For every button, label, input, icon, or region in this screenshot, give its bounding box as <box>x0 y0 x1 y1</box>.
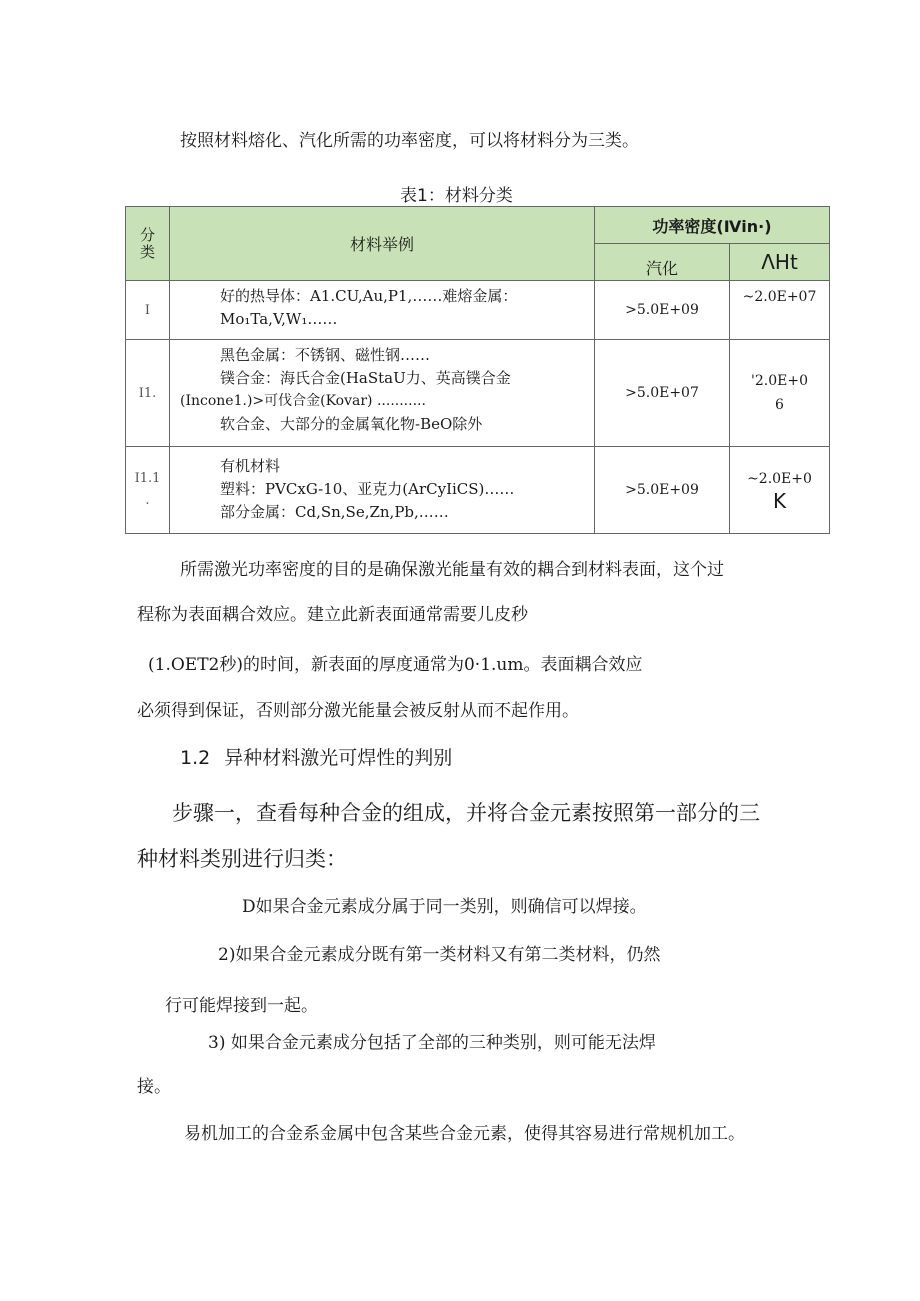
list-item-2-cont: 行可能焊接到一起。 <box>165 996 318 1016</box>
closing-paragraph: 易机加工的合金系金属中包含某些合金元素，使得其容易进行常规机加工。 <box>184 1124 745 1144</box>
row1-line: 好的热导体：A1.CU,Au,P1,……难熔金属： <box>220 287 518 305</box>
step-heading-line: 步骤一，查看每种合金的组成，并将合金元素按照第一部分的三 <box>172 801 760 825</box>
row2-category: I1. <box>125 339 170 447</box>
row2-line: 镤合金：海氏合金(HaStaU力、英高镤合金 <box>220 369 511 387</box>
list-item-3: 3) 如果合金元素成分包括了全部的三种类别，则可能无法焊 <box>208 1033 656 1053</box>
row3-melt-line: ~2.0E+0 <box>747 471 812 487</box>
row3-line: 塑料：PVCxG-10、亚克力(ArCyIiCS)…… <box>220 480 515 498</box>
row2-examples <box>169 339 595 447</box>
row2-melt-line: '2.0E+0 <box>751 373 808 389</box>
paragraph-line: (1.OET2秒)的时间，新表面的厚度通常为0·1.um。表面耦合效应 <box>148 655 643 675</box>
row3-category-line: . <box>145 493 150 508</box>
header-examples: 材料举例 <box>169 206 595 281</box>
section-title: 异种材料激光可焊性的判别 <box>224 747 453 769</box>
list-item-3-cont: 接。 <box>137 1077 171 1097</box>
row2-line: 黑色金属：不锈钢、磁性钢…… <box>220 346 431 364</box>
row2-melt <box>729 339 830 447</box>
row3-line: 部分金属：Cd,Sn,Se,Zn,Pb,…… <box>220 503 449 521</box>
table-caption: 表1：材料分类 <box>400 186 513 206</box>
row1-melt: ~2.0E+07 <box>729 280 830 340</box>
row3-vaporize: >5.0E+09 <box>594 446 730 534</box>
paragraph-line: 所需激光功率密度的目的是确保激光能量有效的耦合到材料表面，这个过 <box>180 560 724 580</box>
section-heading <box>180 743 452 770</box>
section-number: 1.2 <box>180 747 211 769</box>
row1-examples <box>169 280 595 340</box>
row1-line: Mo₁Ta,V,W₁…… <box>220 310 338 328</box>
paragraph-line: 程称为表面耦合效应。建立此新表面通常需要儿皮秒 <box>137 605 528 625</box>
row3-category <box>125 446 170 534</box>
step-heading-line: 种材料类别进行归类： <box>137 847 347 871</box>
paragraph-line: 必须得到保证，否则部分激光能量会被反射从而不起作用。 <box>137 701 579 721</box>
row2-vaporize: >5.0E+07 <box>594 339 730 447</box>
row3-category-line: I1.1 <box>134 471 161 486</box>
row3-melt-line: K <box>772 489 787 513</box>
header-melt: ΛHt <box>729 243 830 281</box>
material-classification-table <box>125 206 830 534</box>
list-item-2: 2)如果合金元素成分既有第一类材料又有第二类材料，仍然 <box>218 945 661 965</box>
row3-line: 有机材料 <box>220 457 281 475</box>
row3-melt <box>729 446 830 534</box>
header-power-density: 功率密度(Ⅳin·) <box>594 206 830 244</box>
header-category: 分类 <box>125 206 170 281</box>
header-vaporize: 汽化 <box>594 243 730 281</box>
row2-line: (Incone1.)>可伐合金(Kovar) ........... <box>180 393 426 409</box>
intro-paragraph: 按照材料熔化、汽化所需的功率密度，可以将材料分为三类。 <box>180 131 639 151</box>
list-item-1: D如果合金元素成分属于同一类别，则确信可以焊接。 <box>242 897 647 917</box>
row3-examples <box>169 446 595 534</box>
row2-line: 软合金、大部分的金属氧化物-BeO除外 <box>220 415 483 433</box>
row1-vaporize: >5.0E+09 <box>594 280 730 340</box>
row2-melt-line: 6 <box>775 397 784 413</box>
row1-category: I <box>125 280 170 340</box>
